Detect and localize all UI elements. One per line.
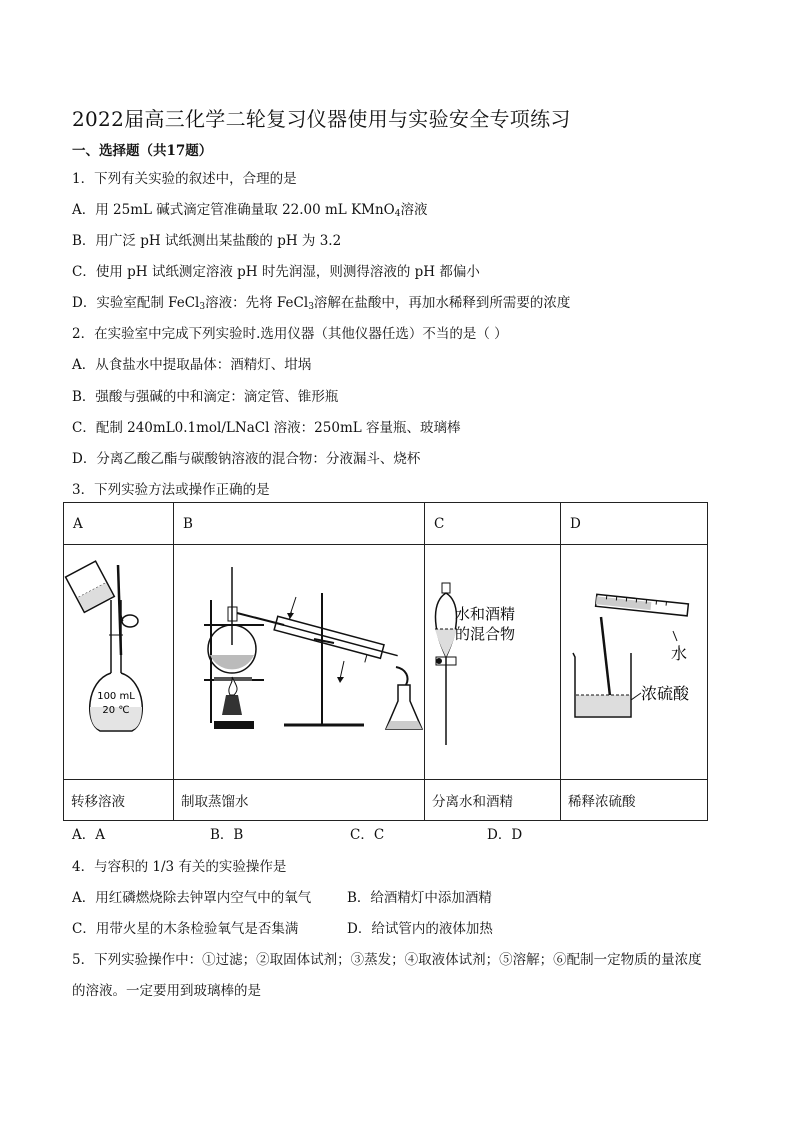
q1-option-a-text: A．用 25mL 碱式滴定管准确量取 22.00 mL KMnO <box>72 202 395 218</box>
q2-stem: 2．在实验室中完成下列实验时.选用仪器（其他仪器任选）不当的是（ ） <box>72 326 508 342</box>
q1-stem: 1．下列有关实验的叙述中，合理的是 <box>72 171 297 187</box>
q2-option-a: A．从食盐水中提取晶体：酒精灯、坩埚 <box>72 357 312 373</box>
figure-b-cell <box>174 545 425 780</box>
q4-option-d: D．给试管内的液体加热 <box>347 921 493 937</box>
header-c: C <box>425 503 561 545</box>
figure-c-cell <box>425 545 561 780</box>
figure-a-cell <box>64 545 174 780</box>
water-label: 水 <box>670 644 688 663</box>
q1-option-a-tail: 溶液 <box>400 202 428 218</box>
mixture-label-line-2: 的混合物 <box>455 625 516 643</box>
q1-option-d-text: D．实验室配制 FeCl <box>72 295 200 311</box>
q5-stem-line-1: 5．下列实验操作中：①过滤；②取固体试剂；③蒸发；④取液体试剂；⑤溶解；⑥配制一定物质的量浓度 <box>72 952 702 968</box>
q1-option-d-mid: 溶液：先将 FeCl <box>205 295 309 311</box>
q2-option-b: B．强酸与强碱的中和滴定：滴定管、锥形瓶 <box>72 389 339 405</box>
q4-option-b: B．给酒精灯中添加酒精 <box>347 890 492 906</box>
caption-b: 制取蒸馏水 <box>174 780 425 821</box>
q3-option-d: D．D <box>487 827 523 843</box>
flask-temperature-label: 20 ℃ <box>102 705 130 716</box>
caption-a: 转移溶液 <box>64 780 174 821</box>
figure-c-separatory-funnel <box>425 545 551 775</box>
q3-option-b: B．B <box>210 827 244 843</box>
q4-option-c: C．用带火星的木条检验氧气是否集满 <box>72 921 299 937</box>
figure-a-volumetric-flask <box>64 545 173 775</box>
header-a: A <box>64 503 174 545</box>
caption-d: 稀释浓硫酸 <box>561 780 708 821</box>
q3-stem: 3．下列实验方法或操作正确的是 <box>72 482 270 498</box>
section-heading: 一、选择题（共17题） <box>72 143 213 159</box>
q5-stem-line-2: 的溶液。一定要用到玻璃棒的是 <box>72 983 261 999</box>
figure-d-dilution-setup <box>561 545 698 775</box>
figure-b-distillation-apparatus <box>174 545 424 775</box>
header-d: D <box>561 503 708 545</box>
experiment-table <box>63 502 708 821</box>
page-title: 2022届高三化学二轮复习仪器使用与实验安全专项练习 <box>72 107 571 131</box>
q1-option-d-subscript-1: 3 <box>199 302 206 312</box>
q1-option-d-subscript-2: 3 <box>308 302 314 312</box>
q1-option-c: C．使用 pH 试纸测定溶液 pH 时先润湿，则测得溶液的 pH 都偏小 <box>72 264 480 280</box>
header-b: B <box>174 503 425 545</box>
q3-option-a: A．A <box>72 827 105 843</box>
q3-option-c: C．C <box>350 827 385 843</box>
q1-option-d-tail: 溶解在盐酸中，再加水稀释到所需要的浓度 <box>313 295 571 311</box>
q4-option-a: A．用红磷燃烧除去钟罩内空气中的氧气 <box>72 890 312 906</box>
q4-stem: 4．与容积的 1/3 有关的实验操作是 <box>72 859 287 875</box>
q2-option-c: C．配制 240mL0.1mol/LNaCl 溶液：250mL 容量瓶、玻璃棒 <box>72 420 461 436</box>
flask-volume-label: 100 mL <box>97 691 135 702</box>
caption-c: 分离水和酒精 <box>425 780 561 821</box>
q1-option-b: B．用广泛 pH 试纸测出某盐酸的 pH 为 3.2 <box>72 233 342 249</box>
q1-option-a <box>72 198 427 219</box>
q1-option-a-subscript: 4 <box>394 209 401 219</box>
q2-option-d: D．分离乙酸乙酯与碳酸钠溶液的混合物：分液漏斗、烧杯 <box>72 451 421 467</box>
concentrated-acid-label: 浓硫酸 <box>641 684 690 703</box>
q1-option-d <box>72 291 570 312</box>
mixture-label-line-1: 水和酒精 <box>455 605 516 623</box>
figure-d-cell <box>561 545 708 780</box>
